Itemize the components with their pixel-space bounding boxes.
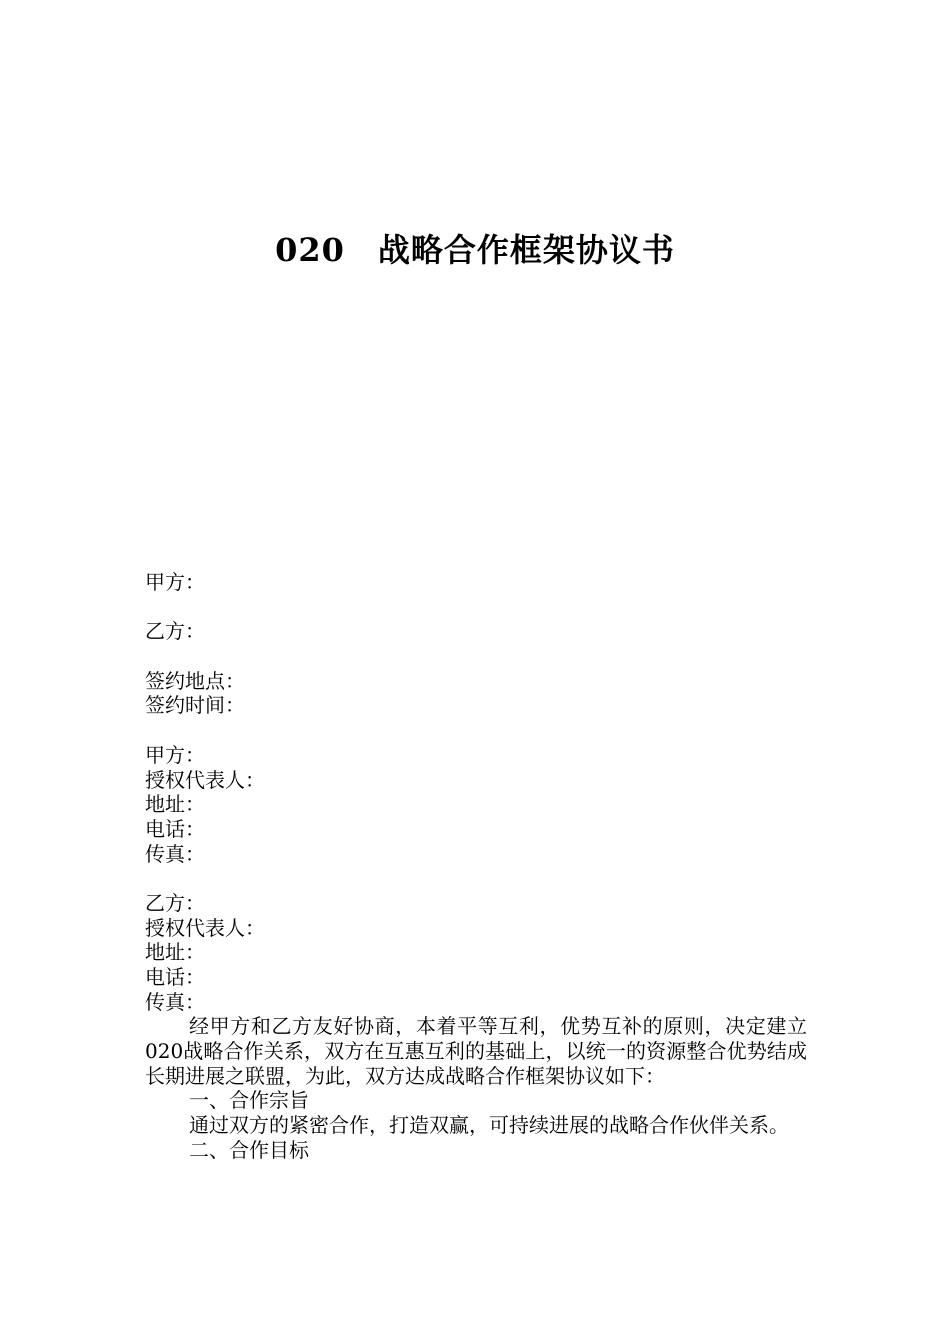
section-1-heading: 一、合作宗旨 <box>189 1088 309 1113</box>
party-a-name: 甲方： <box>145 742 205 767</box>
party-b-representative: 授权代表人： <box>145 915 265 940</box>
party-b-name: 乙方： <box>145 890 205 915</box>
signing-place: 签约地点： <box>145 668 245 693</box>
blank-line <box>145 866 807 891</box>
header-party-a: 甲方： <box>145 570 205 594</box>
party-a-representative: 授权代表人： <box>145 767 265 792</box>
party-a-phone: 电话： <box>145 816 205 841</box>
document-body <box>145 570 807 1163</box>
section-2-heading: 二、合作目标 <box>189 1137 309 1162</box>
party-b-fax: 传真： <box>145 989 205 1014</box>
party-a-info-block <box>145 743 807 866</box>
party-b-phone: 电话： <box>145 965 205 989</box>
party-a-fax: 传真： <box>145 841 205 866</box>
page-title: 020 战略合作框架协议书 <box>275 231 675 269</box>
header-party-b: 乙方： <box>145 619 205 644</box>
party-a-address: 地址： <box>145 792 205 817</box>
blank-line <box>145 718 807 743</box>
blank-line <box>145 595 807 620</box>
party-b-address: 地址： <box>145 940 205 965</box>
signing-time: 签约时间： <box>145 693 245 718</box>
section-1-body: 通过双方的紧密合作，打造双赢，可持续进展的战略合作伙伴关系。 <box>189 1113 789 1138</box>
blank-line <box>145 644 807 669</box>
intro-paragraph: 经甲方和乙方友好协商，本着平等互利，优势互补的原则，决定建立020战略合作关系，双方在互惠互利的基础上，以统一的资源整合优势结成长期进展之联盟，为此，双方达成战略合作框架协议如下： <box>145 1014 807 1088</box>
party-b-info-block <box>145 891 807 1014</box>
